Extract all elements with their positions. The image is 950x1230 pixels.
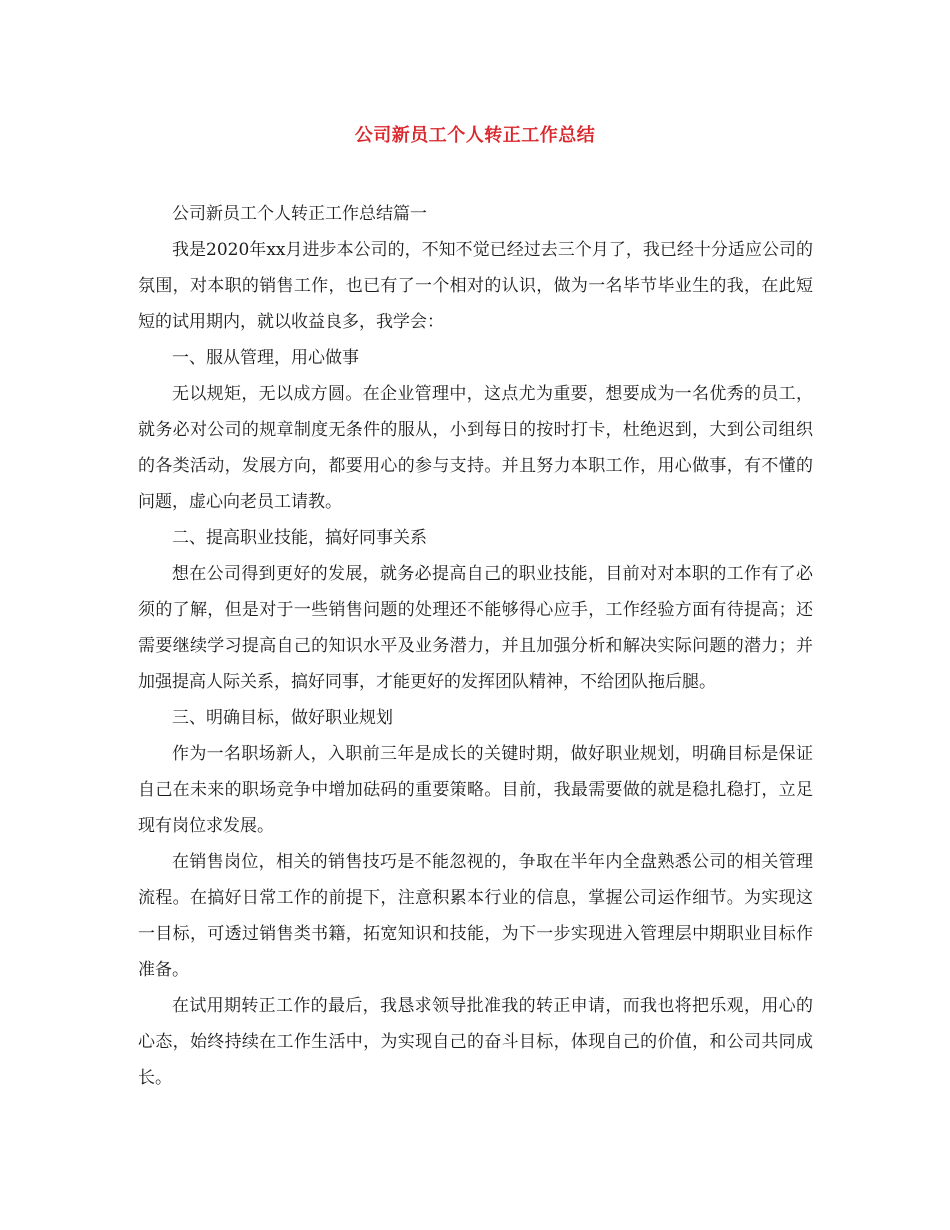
document-title: 公司新员工个人转正工作总结	[354, 125, 596, 146]
section-heading-3: 三、明确目标，做好职业规划	[172, 708, 393, 728]
intro-paragraph: 我是2020年xx月进步本公司的，不知不觉已经过去三个月了，我已经十分适应公司的氛围，对本职的销售工作，也已有了一个相对的认识，做为一名毕节毕业生的我，在此短短的试用期内，就以收益良多，我学会：	[138, 240, 813, 332]
body-paragraph: 无以规矩，无以成方圆。在企业管理中，这点尤为重要，想要成为一名优秀的员工，就务必对公司的规章制度无条件的服从，小到每日的按时打卡，杜绝迟到，大到公司组织的各类活动，发展方向，都要用心的参与支持。并且努力本职工作，用心做事，有不懂的问题，虚心向老员工请教。	[138, 384, 813, 512]
body-paragraph: 想在公司得到更好的发展，就务必提高自己的职业技能，目前对对本职的工作有了必须的了解，但是对于一些销售问题的处理还不能够得心应手，工作经验方面有待提高；还需要继续学习提高自己的知识水平及业务潜力，并且加强分析和解决实际问题的潜力；并加强提高人际关系，搞好同事，才能更好的发挥团队精神，不给团队拖后腿。	[138, 564, 813, 692]
section-heading-2: 二、提高职业技能，搞好同事关系	[172, 528, 427, 548]
body-paragraph: 作为一名职场新人，入职前三年是成长的关键时期，做好职业规划，明确目标是保证自己在未来的职场竞争中增加砝码的重要策略。目前，我最需要做的就是稳扎稳打，立足现有岗位求发展。	[138, 744, 813, 836]
document-body	[138, 196, 813, 1096]
body-paragraph: 在销售岗位，相关的销售技巧是不能忽视的，争取在半年内全盘熟悉公司的相关管理流程。在搞好日常工作的前提下，注意积累本行业的信息，掌握公司运作细节。为实现这一目标，可透过销售类书籍，拓宽知识和技能，为下一步实现进入管理层中期职业目标作准备。	[138, 852, 813, 980]
section-heading-part-one: 公司新员工个人转正工作总结篇一	[172, 204, 427, 224]
section-heading-1: 一、服从管理，用心做事	[172, 348, 359, 368]
closing-paragraph: 在试用期转正工作的最后，我恳求领导批准我的转正申请，而我也将把乐观，用心的心态，始终持续在工作生活中，为实现自己的奋斗目标，体现自己的价值，和公司共同成长。	[138, 996, 813, 1088]
